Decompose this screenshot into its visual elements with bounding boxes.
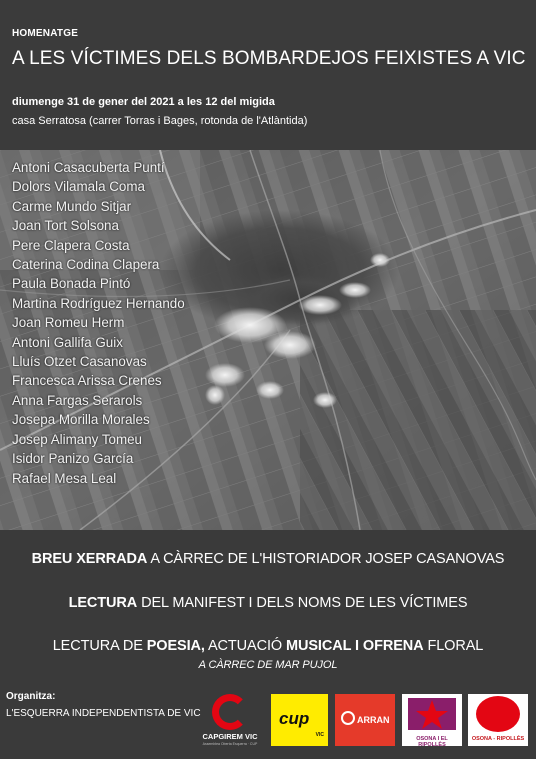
- page-title: A LES VÍCTIMES DELS BOMBARDEJOS FEIXISTES A VIC: [12, 48, 526, 69]
- victim-name: Rafael Mesa Leal: [12, 470, 117, 486]
- cup-text: cup: [279, 709, 310, 728]
- talk-label: BREU XERRADA: [31, 551, 148, 567]
- victim-name: Martina Rodríguez Hernando: [12, 295, 185, 311]
- victim-name: Antoni Casacuberta Puntí: [12, 160, 165, 175]
- osona-text: OSONA I EL RIPOLLÈS: [416, 736, 448, 748]
- kicker: HOMENATGE: [12, 28, 79, 39]
- program: [0, 530, 536, 680]
- capgirem-subtext: Assemblea Oberta Esquerra · CUP: [202, 742, 258, 746]
- arran-text: ARRAN: [357, 715, 390, 725]
- fist-emblem-icon: [476, 696, 520, 732]
- talk-detail: A CÀRREC DE L'HISTORIADOR JOSEP CASANOVAS: [147, 551, 505, 567]
- victim-name: Josep Alimany Tomeu: [12, 431, 143, 447]
- capgirem-text: CAPGIREM VIC: [202, 732, 258, 741]
- program-performer: A CÀRREC DE MAR PUJOL: [198, 659, 338, 671]
- osona-ripolles-logo: [402, 694, 462, 746]
- osona2-text: OSONA - RIPOLLÈS: [471, 736, 525, 742]
- star-icon: [402, 694, 462, 734]
- arran-emblem-icon: [341, 711, 355, 725]
- reading-detail: DEL MANIFEST I DELS NOMS DE LES VÍCTIMES: [137, 595, 468, 611]
- footer: [0, 680, 536, 759]
- header: [0, 0, 536, 150]
- victim-name: Anna Fargas Serarols: [12, 392, 143, 408]
- victim-name: Caterina Codina Clapera: [12, 257, 160, 273]
- organizer-label: Organitza:: [6, 691, 56, 702]
- osona-ripolles-logo-2: [468, 694, 528, 746]
- program-talk: [0, 551, 536, 567]
- victim-name: Paula Bonada Pintó: [12, 276, 131, 292]
- reading-label: LECTURA: [68, 595, 138, 611]
- poetry-part-b: POESIA,: [146, 638, 205, 654]
- event-date: diumenge 31 de gener del 2021 a les 12 del migida: [12, 96, 275, 108]
- victim-name: Joan Tort Solsona: [12, 218, 119, 234]
- arran-logo: [335, 694, 395, 746]
- organizer-name: L'ESQUERRA INDEPENDENTISTA DE VIC: [6, 708, 201, 719]
- event-venue: casa Serratosa (carrer Torras i Bages, rotonda de l'Atlàntida): [12, 115, 308, 127]
- cup-logo: [271, 694, 328, 746]
- poetry-part-a: LECTURA DE: [52, 638, 147, 654]
- victim-name: Antoni Gallifa Guix: [12, 334, 123, 350]
- capgirem-logo: [198, 694, 262, 746]
- aerial-photo: [0, 150, 536, 530]
- victim-name: Pere Clapera Costa: [12, 237, 130, 253]
- capgirem-c-icon: [212, 694, 248, 730]
- poetry-part-d: MUSICAL I OFRENA: [286, 638, 424, 654]
- poetry-part-c: ACTUACIÓ: [204, 638, 287, 654]
- victim-name: Carme Mundo Sitjar: [12, 198, 132, 214]
- cup-subtext: VIC: [315, 732, 324, 738]
- victims-list: [12, 158, 185, 488]
- program-poetry: [0, 638, 536, 654]
- victim-name: Isidor Panizo García: [12, 451, 134, 467]
- victim-name: Lluís Otzet Casanovas: [12, 354, 147, 370]
- program-reading: [0, 595, 536, 611]
- victim-name: Dolors Vilamala Coma: [12, 179, 145, 195]
- victim-name: Francesca Arissa Crenes: [12, 373, 162, 389]
- victim-name: Josepa Morilla Morales: [12, 412, 150, 428]
- poetry-part-e: FLORAL: [423, 638, 484, 654]
- victim-name: Joan Romeu Herm: [12, 315, 125, 331]
